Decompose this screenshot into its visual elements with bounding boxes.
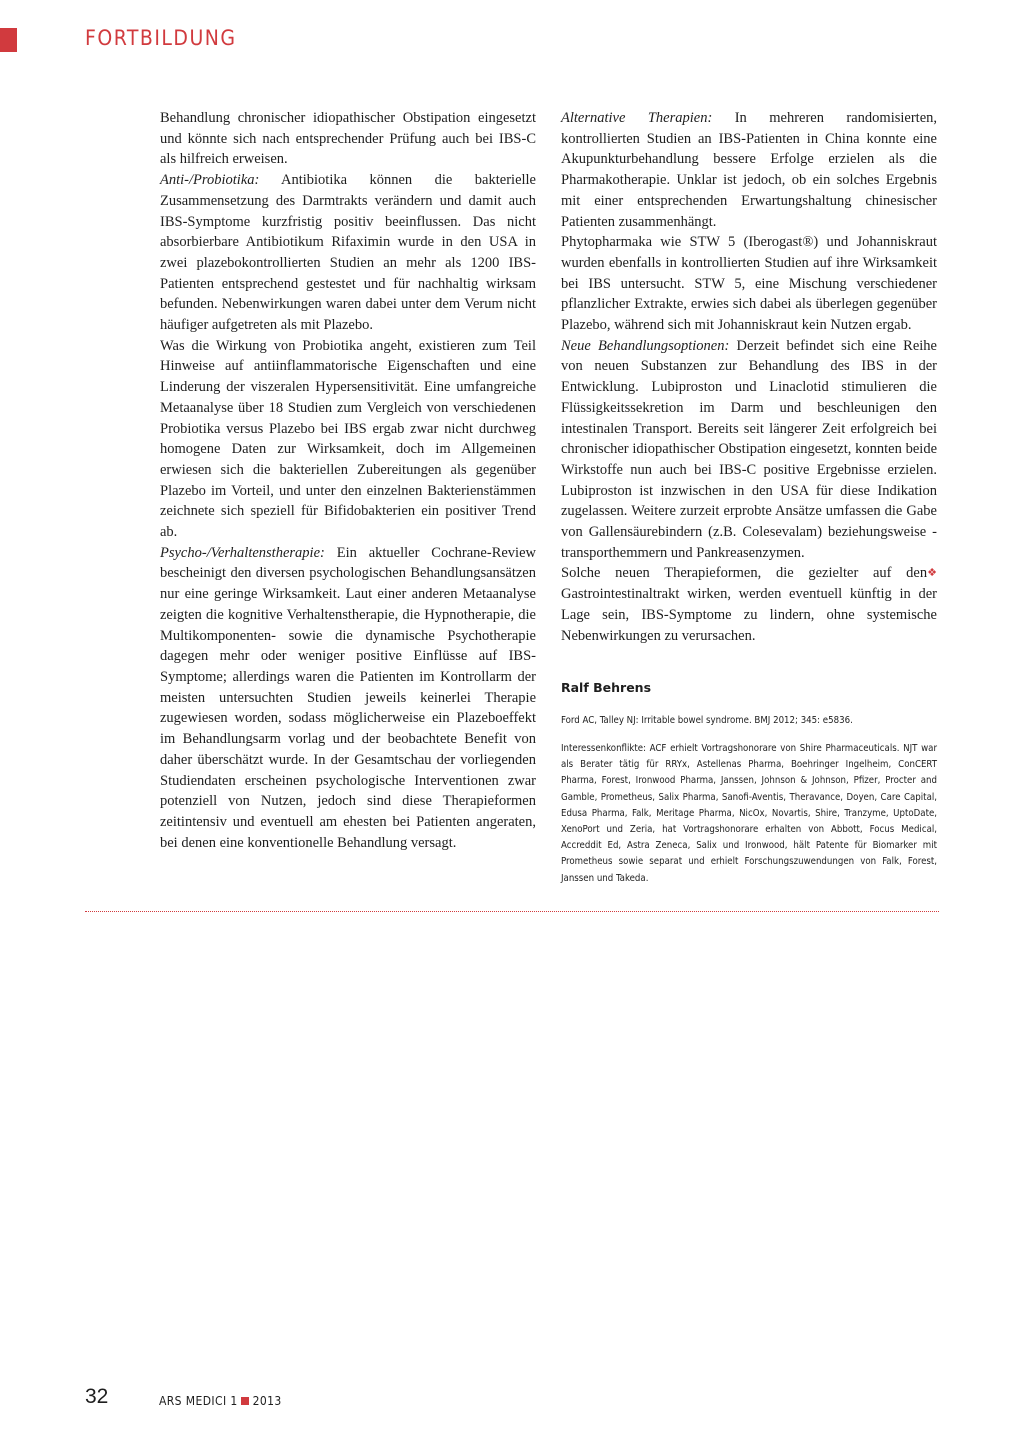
journal-footer <box>159 1394 282 1408</box>
paragraph-text: Phytopharmaka wie STW 5 (Iberogast®) und Johanniskraut wurden ebenfalls in kontrollierten Studien auf ihre Wirksamkeit bei IBS untersucht. STW 5, eine Mischung verschiedener pflanzlicher Extrakte, erwies sich dabei als überlegen gegenüber Plazebo, während sich mit Johanniskraut kein Nutzen ergab. <box>561 234 937 334</box>
paragraph-text: Solche neuen Therapieformen, die gezielter auf den Gastrointestinaltrakt wirken, werden eventuell künftig in der Lage sein, IBS-Symptome zu lindern, ohne systemische Nebenwirkungen zu verursachen. <box>561 565 937 644</box>
section-title: FORTBILDUNG <box>85 26 237 50</box>
separator-square-icon <box>241 1397 249 1405</box>
paragraph-text: Behandlung chronischer idiopathischer Obstipation eingesetzt und könnte sich nach entsprechender Prüfung auch bei IBS-C als hilfreich erweisen. <box>160 110 536 168</box>
end-of-article-icon: ❖ <box>927 566 937 580</box>
paragraph-lead: Anti-/Probiotika: <box>160 172 260 189</box>
paragraph <box>561 563 937 646</box>
paragraph <box>160 543 536 854</box>
paragraph <box>160 170 536 336</box>
paragraph-text: Derzeit befindet sich eine Reihe von neuen Substanzen zur Behandlung des IBS in der Entwicklung. Lubiproston und Linaclotid stimulieren die Flüssigkeitssekretion im Darm und beschleunigen den intestinalen Transport. Bereits seit längerer Zeit erfolgreich bei chronischer idiopathischer Obstipation eingesetzt, konnten beide Wirkstoffe nun auch bei IBS-C positive Ergebnisse erzielen. Lubiproston ist inzwischen in den USA für diese Indikation zugelassen. Weitere zurzeit erprobte Ansätze umfassen die Gabe von Gallensäurebindern (z.B. Colesevalam) beziehungsweise -transporthemmern und Pankreasenzymen. <box>561 337 937 561</box>
paragraph-lead: Alternative Therapien: <box>561 110 713 126</box>
paragraph-text: Antibiotika können die bakterielle Zusammensetzung des Darmtrakts verändern und damit auch IBS-Symptome kurzfristig positiv beeinflussen. Das nicht absorbierbare Antibiotikum Rifaximin wurde in den USA in zwei plazebokontrollierten Studien an mehr als 1200 IBS-Patienten entsprechend gestestet und für nachhaltig wirksam befunden. Nebenwirkungen waren dabei unter dem Verum nicht häufiger aufgetreten als mit Plazebo. <box>160 172 536 334</box>
paragraph <box>160 336 536 543</box>
paragraph <box>561 336 937 564</box>
section-marker <box>0 28 17 52</box>
left-column <box>160 108 536 853</box>
journal-year: 2013 <box>252 1394 282 1408</box>
paragraph-lead: Psycho-/Verhaltenstherapie: <box>160 544 325 561</box>
paragraph-text: Ein aktueller Cochrane-Review bescheinigt den diversen psychologischen Behandlungsansätzen nur eine geringe Wirksamkeit. Laut einer anderen Metaanalyse zeigten die kognitive Verhaltenstherapie, die Hypnotherapie, die Multikomponenten- sowie die dynamische Psychotherapie dagegen mehr oder weniger positive Einflüsse auf IBS-Symptome; allerdings waren die Patienten im Kontrollarm der meisten untersuchten Studien jeweils keinerlei Therapie zugewiesen worden, sodass möglicherweise ein Plazeboeffekt im Behandlungsarm vorlag und der beobachtete Benefit von daher überschätzt wurde. In der Gesamtschau der vorliegenden Studiendaten erscheinen psychologische Interventionen zwar potenziell von Nutzen, jedoch sind diese Therapieformen zeitintensiv und eventuell am ehesten bei Patienten angeraten, bei denen eine konventionelle Behandlung versagt. <box>160 544 536 851</box>
dotted-divider <box>85 911 939 912</box>
paragraph-text: In mehreren randomisierten, kontrollierten Studien an IBS-Patienten in China konnte eine Akupunkturbehandlung bessere Erfolge erzielen als die Pharmakotherapie. Unklar ist jedoch, ob ein solches Ergebnis mit einer entsprechenden Erwartungshaltung chinesischer Patienten zusammenhängt. <box>561 110 938 230</box>
author-name: Ralf Behrens <box>561 680 652 695</box>
journal-name: ARS MEDICI 1 <box>159 1394 238 1408</box>
page-number: 32 <box>85 1385 109 1408</box>
reference: Ford AC, Talley NJ: Irritable bowel syndrome. BMJ 2012; 345: e5836. <box>561 715 853 726</box>
paragraph-text: Was die Wirkung von Probiotika angeht, existieren zum Teil Hinweise auf antiinflammatorische Eigenschaften und eine Linderung der viszeralen Hypersensitivität. Eine umfangreiche Metaanalyse über 18 Studien zum Vergleich von verschiedenen Probiotika versus Plazebo bei IBS ergab zwar nicht durchweg homogene Daten zur Wirksamkeit, doch im Allgemeinen erwiesen sich die bakteriellen Zubereitungen als gegenüber Plazebo im Vorteil, und unter den einzelnen Bakterienstämmen zeichnete sich speziell für Bifidobakterien ein positiver Trend ab. <box>160 337 536 541</box>
paragraph <box>160 108 536 170</box>
paragraph <box>561 108 937 232</box>
paragraph <box>561 232 937 336</box>
right-column <box>561 108 937 646</box>
conflicts-of-interest: Interessenkonflikte: ACF erhielt Vortragshonorare von Shire Pharmaceuticals. NJT war als Berater tätig für RRYx, Astellenas Pharma, Boehringer Ingelheim, ConCERT Pharma, Forest, Ironwood Pharma, Janssen, Johnson & Johnson, Pfizer, Procter and Gamble, Prometheus, Salix Pharma, Sanofi-Aventis, Theravance, Doyen, Care Capital, Edusa Pharma, Falk, Meritage Pharma, NicOx, Novartis, Shire, Tranzyme, UptoDate, XenoPort und Zeria, hat Vortragshonorare erhalten von Abbott, Focus Medical, Accreddit Ed, Astra Zeneca, Salix und Ironwood, hält Patente für Biomarker mit Prometheus sowie separat und erhielt Forschungszuwendungen von Falk, Forest, Janssen und Takeda. <box>561 743 937 884</box>
paragraph-lead: Neue Behandlungsoptionen: <box>561 337 730 354</box>
